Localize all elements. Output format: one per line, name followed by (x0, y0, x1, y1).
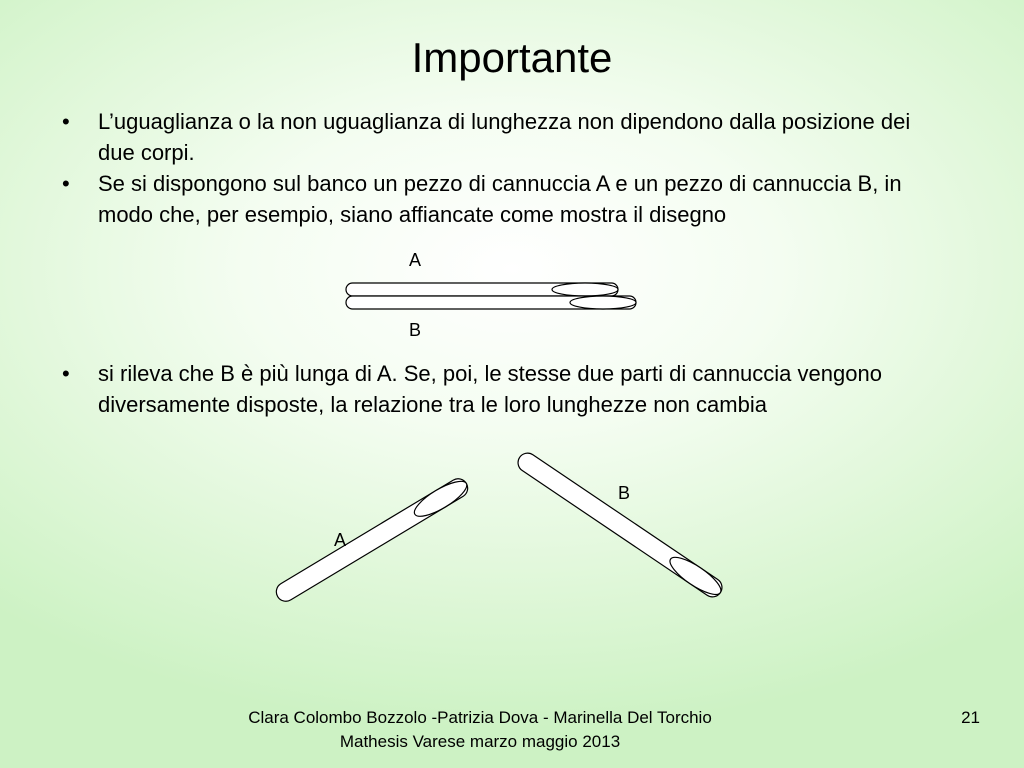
bullet-marker: • (62, 109, 70, 134)
footer (190, 706, 770, 754)
bullet-text: Se si dispongono sul banco un pezzo di cannuccia A e un pezzo di cannuccia B, in modo che, per esempio, siano affiancate come mostra il disegno (98, 171, 902, 227)
straw-a (346, 283, 618, 296)
slide-title: Importante (411, 34, 613, 81)
straw-b (346, 296, 636, 309)
bullet-text: L’uguaglianza o la non uguaglianza di lunghezza non dipendono dalla posizione dei due corpi. (98, 109, 911, 165)
straw-figure-side-by-side (346, 250, 636, 340)
straw-label-b: B (408, 320, 422, 340)
straw-label-a: A (408, 250, 422, 270)
straw-label-a: A (333, 530, 347, 550)
footer-event: Mathesis Varese marzo maggio 2013 (339, 732, 621, 751)
bullet-marker: • (62, 361, 70, 386)
bullet-marker: • (62, 171, 70, 196)
straw-a-tilted (273, 475, 471, 605)
bullet-text: si rileva che B è più lunga di A. Se, poi, le stesse due parti di cannuccia vengono diversamente disposte, la relazione tra le loro lunghezze non cambia (98, 361, 882, 417)
straw-label-b: B (617, 483, 631, 503)
straw-b-tilted (514, 449, 725, 600)
page-number: 21 (961, 708, 980, 727)
footer-authors: Clara Colombo Bozzolo -Patrizia Dova - Marinella Del Torchio (248, 708, 712, 727)
straw-figure-rearranged (273, 449, 726, 604)
